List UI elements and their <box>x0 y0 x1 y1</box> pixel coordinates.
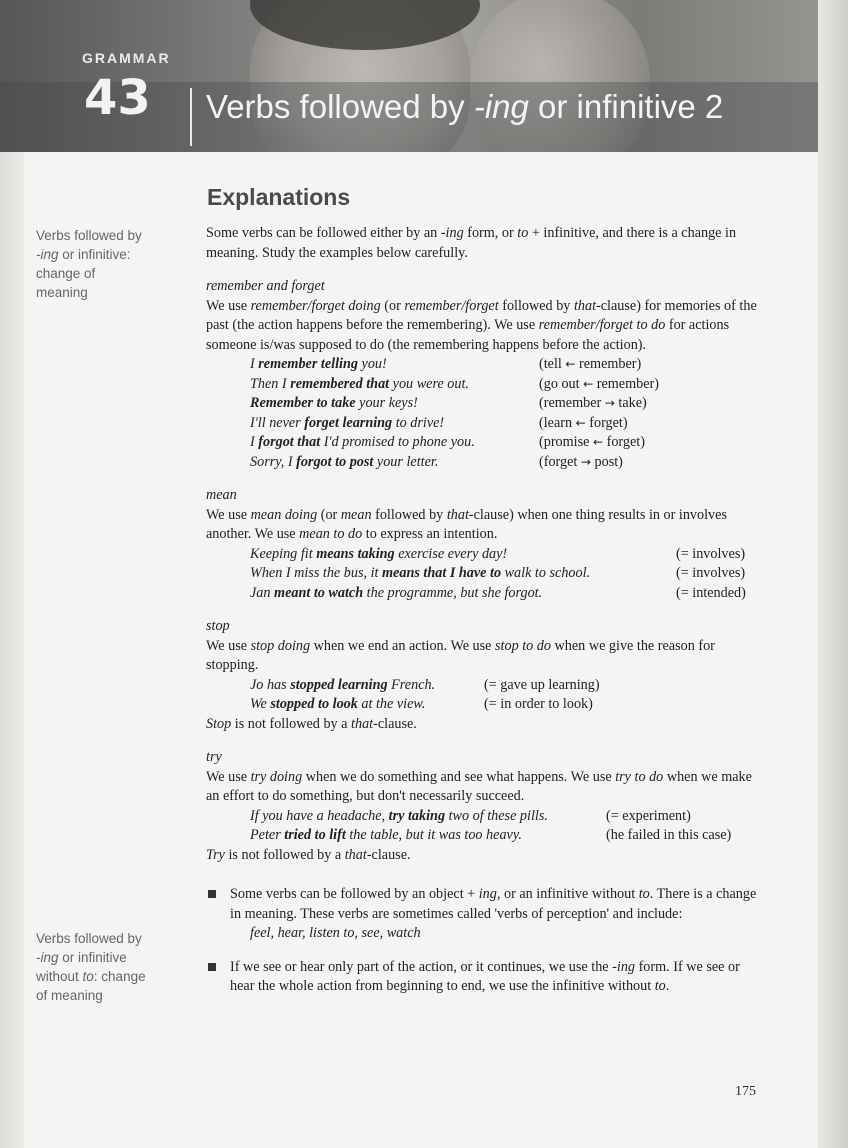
text-ital: stop doing <box>250 637 311 654</box>
subheading-stop: stop <box>206 618 230 634</box>
text-ital: ing <box>478 886 497 902</box>
main-content <box>206 224 766 997</box>
text: when we make an effort to do something, but don't necessarily succeed. <box>206 768 752 804</box>
text: + infinitive, and there is a change in meaning. Study the examples below carefully. <box>206 225 737 261</box>
bullet-item <box>206 958 766 997</box>
text-ital: remember/forget doing <box>250 297 381 314</box>
text: Some verbs can be followed by an object + <box>230 886 479 902</box>
text: you were out. <box>389 375 469 392</box>
text: when we give the reason for stopping. <box>206 637 715 673</box>
example-note: (= involves) <box>676 545 746 562</box>
text: If you have a headache, <box>250 807 389 824</box>
unit-title <box>206 88 723 126</box>
example-sentence <box>250 584 676 604</box>
text: take) <box>614 395 647 411</box>
example-sentence <box>250 433 539 453</box>
example-row <box>250 453 766 473</box>
text: forget) <box>603 434 645 450</box>
example-row <box>250 433 766 453</box>
side-note-line: meaning <box>36 285 88 300</box>
side-note-without-to <box>36 929 186 1005</box>
text-bold: Remember to take <box>250 395 356 411</box>
text-bold: stopped to look <box>270 696 358 712</box>
remember-paragraph <box>206 297 766 356</box>
text-ital: -ing <box>612 958 636 975</box>
example-sentence <box>250 676 484 696</box>
text-ital: mean <box>340 506 372 523</box>
text: at the view. <box>357 696 426 712</box>
text-bold: means taking <box>316 545 395 562</box>
text: two of these pills. <box>445 807 548 824</box>
side-note-ital: -ing <box>36 950 59 965</box>
arrow-icon: ← <box>565 357 576 371</box>
text: form, or <box>463 225 518 241</box>
unit-header <box>0 0 848 152</box>
stop-examples <box>250 676 766 715</box>
example-note: (= intended) <box>676 584 746 601</box>
example-note <box>539 355 641 375</box>
text-bold: try taking <box>388 807 446 824</box>
side-note-text: or infinitive <box>58 950 127 965</box>
side-note-text: without <box>36 969 83 984</box>
example-row <box>250 394 766 414</box>
example-note: (= involves) <box>676 565 746 581</box>
text-bold: remember telling <box>258 356 358 372</box>
text-ital: that <box>344 846 367 863</box>
text-ital: remember/forget <box>404 297 499 314</box>
arrow-icon: ← <box>592 435 604 449</box>
text: post) <box>590 453 623 470</box>
text-bold: meant to watch <box>274 584 364 601</box>
text: Keeping fit <box>250 545 317 562</box>
example-row <box>250 676 766 696</box>
example-row <box>250 584 766 604</box>
example-row <box>250 545 766 565</box>
text: We use <box>206 637 251 654</box>
text: the table, but it was too heavy. <box>345 827 522 843</box>
bullet-square-icon <box>208 890 216 898</box>
try-paragraph <box>206 768 766 807</box>
side-note-line <box>36 948 186 967</box>
subheading-mean: mean <box>206 487 237 503</box>
text: We use <box>206 506 251 523</box>
text: followed by <box>498 297 574 314</box>
text-ital: stop to do <box>495 637 551 654</box>
example-note <box>539 394 647 414</box>
intro-paragraph <box>206 224 766 263</box>
text: (go out <box>539 375 584 392</box>
text: I <box>250 356 259 372</box>
side-note-line <box>36 967 186 986</box>
example-sentence <box>250 375 539 395</box>
text-ital: to <box>638 886 650 902</box>
example-sentence <box>250 355 539 375</box>
example-note: (= gave up learning) <box>484 676 600 693</box>
remember-examples <box>250 355 766 472</box>
side-note-ital: -ing <box>36 247 59 262</box>
text-ital: try doing <box>250 768 303 785</box>
text: remember) <box>593 375 659 392</box>
unit-title-ital: -ing <box>473 88 529 125</box>
page-binding-shadow <box>0 152 24 1148</box>
text: remember and forget <box>206 278 325 294</box>
text: We <box>250 696 271 712</box>
example-sentence <box>250 453 539 473</box>
text: Jo has <box>250 676 291 693</box>
example-row <box>250 355 766 375</box>
text: If we see or hear only part of the action, or it continues, we use the <box>230 958 613 975</box>
text: you! <box>357 356 387 372</box>
text: is not followed by a <box>224 846 345 863</box>
subheading-try: try <box>206 749 222 765</box>
text: to drive! <box>392 414 445 431</box>
bullet-paragraph <box>230 958 766 997</box>
example-note <box>539 414 628 434</box>
text: -clause) for memories of the past (the action happens before the remembering). We use <box>206 297 757 333</box>
text-ital: Try <box>206 846 225 863</box>
text: is not followed by a <box>231 715 352 732</box>
text: (tell <box>539 356 566 372</box>
bullet-paragraph <box>230 885 766 924</box>
text-ital: remember/forget to do <box>538 317 666 333</box>
text-bold: stopped learning <box>290 676 388 693</box>
text: walk to school. <box>501 565 591 581</box>
text: . <box>665 978 670 994</box>
text: (or <box>380 297 405 314</box>
text-ital: to <box>654 978 666 994</box>
example-sentence <box>250 394 539 414</box>
text-bold: forgot to post <box>296 453 374 470</box>
page-edge <box>818 0 848 1148</box>
text: I <box>250 434 259 450</box>
side-note-line: Verbs followed by <box>36 931 142 946</box>
example-row <box>250 695 766 715</box>
try-examples <box>250 807 766 846</box>
text: form. If we see or hear the whole action from beginning to end, we use the infinitive without <box>230 958 740 994</box>
text: followed by <box>371 506 447 523</box>
side-note-line: change of <box>36 266 96 281</box>
bullet-text <box>230 885 766 944</box>
text-ital: mean doing <box>250 506 318 523</box>
text-ital: mean to do <box>299 526 363 542</box>
example-row <box>250 414 766 434</box>
example-sentence <box>250 826 606 846</box>
bullet-item <box>206 885 766 944</box>
text-bold: remembered that <box>290 375 390 392</box>
example-row <box>250 375 766 395</box>
text-ital: -ing <box>440 225 464 241</box>
side-note-line: of meaning <box>36 988 103 1003</box>
text-ital: that <box>573 297 597 314</box>
text: for actions someone is/was supposed to do (the remembering happens before the action). <box>206 317 730 353</box>
stop-footnote <box>206 715 766 735</box>
arrow-icon: ← <box>575 415 586 430</box>
text: when we end an action. We use <box>310 637 496 654</box>
unit-title-post: or infinitive 2 <box>528 88 724 125</box>
text: -clause. <box>366 846 411 863</box>
text: Then I <box>250 375 291 392</box>
grammar-label: GRAMMAR <box>82 50 171 66</box>
text-ital: feel, hear, listen to, see, watch <box>250 925 421 941</box>
subheading-remember <box>206 277 766 297</box>
bullet-text <box>230 958 766 997</box>
text: remember) <box>575 356 642 372</box>
side-note-line: Verbs followed by <box>36 228 142 243</box>
text: I'll never <box>250 414 305 431</box>
verb-list <box>250 924 766 944</box>
text-ital: Stop <box>206 715 232 732</box>
example-note <box>539 453 623 473</box>
example-note: (= in order to look) <box>484 696 593 712</box>
side-note-ital: to <box>82 969 94 984</box>
text: I'd promised to phone you. <box>320 434 475 450</box>
example-note: (= experiment) <box>606 807 691 824</box>
try-footnote <box>206 846 766 866</box>
side-note-change-of-meaning <box>36 226 186 302</box>
text-ital: that <box>351 715 374 732</box>
text: your letter. <box>373 453 439 470</box>
text: -clause) when one thing results in or involves another. We use <box>206 506 727 542</box>
page-number: 175 <box>735 1084 756 1099</box>
arrow-icon: → <box>604 396 615 410</box>
text: -clause. <box>373 715 417 732</box>
title-divider <box>190 88 192 146</box>
unit-number: 43 <box>84 70 151 126</box>
text: (promise <box>539 434 593 450</box>
mean-paragraph <box>206 506 766 545</box>
side-note-text: : change <box>93 969 146 984</box>
text: Jan <box>250 584 275 601</box>
text: . There is a change in meaning. These verbs are sometimes called 'verbs of perception' and include: <box>230 886 757 922</box>
text-ital: try to do <box>615 768 664 785</box>
side-note-text: or infinitive: <box>58 247 131 262</box>
text: Peter <box>250 827 285 843</box>
bullet-square-icon <box>208 963 216 971</box>
text-ital: that <box>446 506 469 523</box>
text-bold: forgot that <box>258 434 321 450</box>
text: French. <box>387 676 436 693</box>
text: When I miss the bus, it <box>250 565 383 581</box>
example-sentence <box>250 564 676 584</box>
example-note <box>539 433 645 453</box>
text: (forget <box>539 453 581 470</box>
example-row <box>250 564 766 584</box>
text: , or an infinitive without <box>496 886 639 902</box>
text: when we do something and see what happens. We use <box>302 768 616 785</box>
example-row <box>250 826 766 846</box>
arrow-icon: → <box>580 454 591 469</box>
text: (or <box>317 506 341 523</box>
arrow-icon: ← <box>583 376 594 391</box>
text: We use <box>206 297 251 314</box>
text: (learn <box>539 414 576 431</box>
text: Sorry, I <box>250 453 297 470</box>
text: exercise every day! <box>394 545 508 562</box>
text-bold: forget learning <box>304 414 393 431</box>
mean-examples <box>250 545 766 604</box>
example-sentence <box>250 545 676 565</box>
example-note: (he failed in this case) <box>606 827 732 843</box>
text: forget) <box>585 414 628 431</box>
text: the programme, but she forgot. <box>363 584 543 601</box>
example-sentence <box>250 414 539 434</box>
example-row <box>250 807 766 827</box>
section-heading: Explanations <box>207 184 351 210</box>
stop-paragraph <box>206 637 766 676</box>
text: your keys! <box>355 395 418 411</box>
side-note-line <box>36 245 186 264</box>
text-ital: to <box>517 225 529 241</box>
text: We use <box>206 768 251 785</box>
example-sentence <box>250 807 606 827</box>
text-bold: tried to lift <box>284 827 346 843</box>
text: (remember <box>539 395 605 411</box>
text-bold: means that I have to <box>382 565 502 581</box>
example-sentence <box>250 695 484 715</box>
example-note <box>539 375 659 395</box>
text: to express an intention. <box>362 526 498 542</box>
text: Some verbs can be followed either by an <box>206 225 441 241</box>
unit-title-pre: Verbs followed by <box>206 88 474 125</box>
